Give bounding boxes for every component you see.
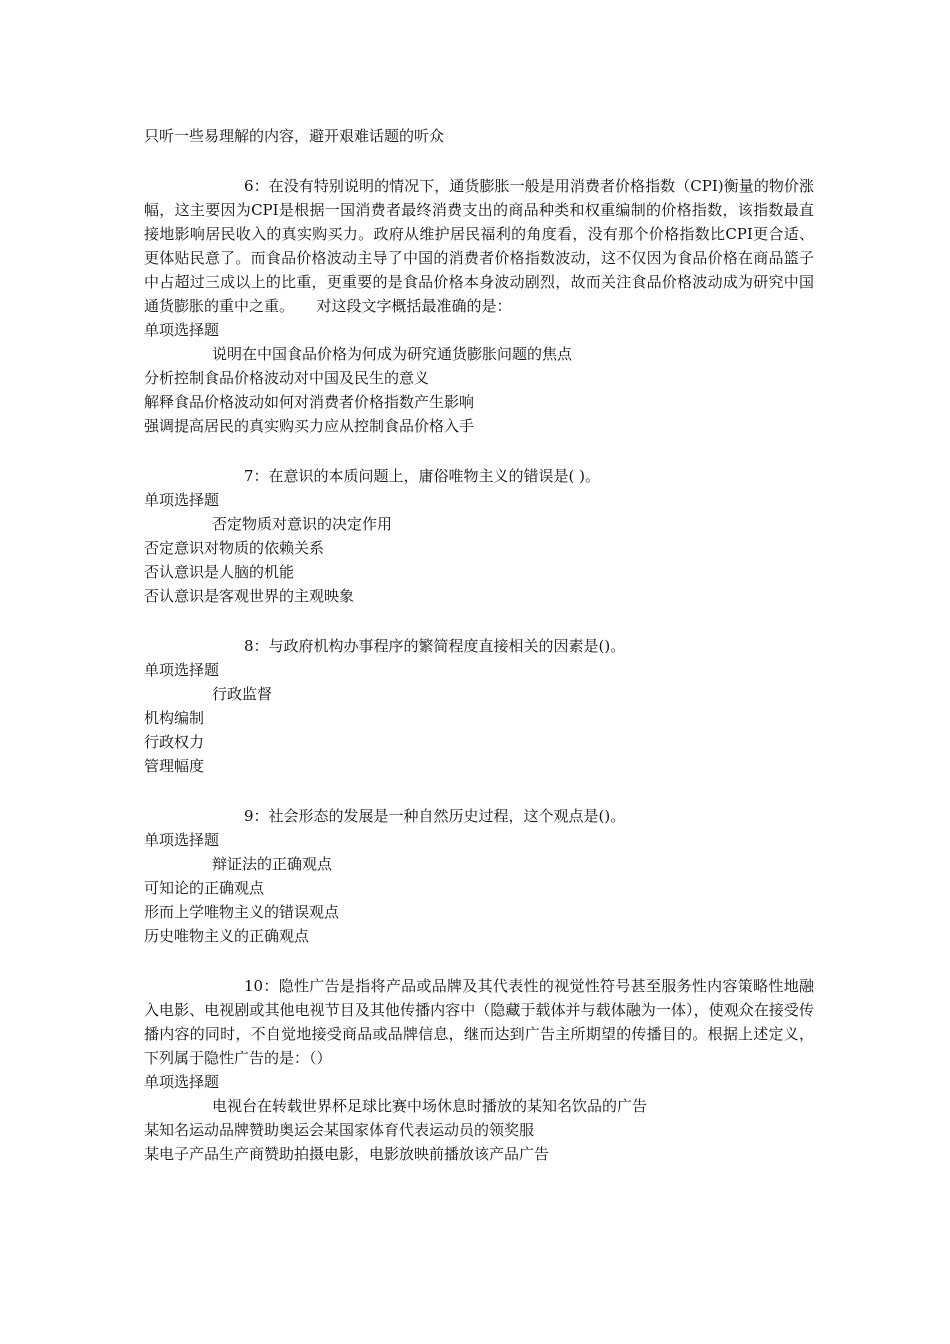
question-10 bbox=[144, 974, 814, 1166]
option: 否定意识对物质的依赖关系 bbox=[144, 539, 325, 557]
option: 机构编制 bbox=[144, 709, 205, 727]
carryover-text: 只听一些易理解的内容，避开艰难话题的听众 bbox=[144, 127, 445, 145]
question-6 bbox=[144, 174, 814, 438]
option: 强调提高居民的真实购买力应从控制食品价格入手 bbox=[144, 417, 475, 435]
question-9 bbox=[144, 804, 814, 948]
question-text: 8：与政府机构办事程序的繁简程度直接相关的因素是()。 bbox=[244, 637, 626, 655]
question-8 bbox=[144, 634, 814, 778]
option: 电视台在转载世界杯足球比赛中场休息时播放的某知名饮品的广告 bbox=[212, 1097, 648, 1115]
document-page bbox=[144, 124, 814, 1166]
option: 否认意识是人脑的机能 bbox=[144, 563, 295, 581]
option: 管理幅度 bbox=[144, 757, 205, 775]
option: 可知论的正确观点 bbox=[144, 879, 265, 897]
option: 否定物质对意识的决定作用 bbox=[212, 515, 393, 533]
question-text: 7：在意识的本质问题上，庸俗唯物主义的错误是( )。 bbox=[244, 467, 601, 485]
question-type: 单项选择题 bbox=[144, 831, 220, 849]
option: 否认意识是客观世界的主观映象 bbox=[144, 587, 355, 605]
option: 说明在中国食品价格为何成为研究通货膨胀问题的焦点 bbox=[212, 345, 573, 363]
question-7 bbox=[144, 464, 814, 608]
question-text: 6：在没有特别说明的情况下，通货膨胀一般是用消费者价格指数（CPI)衡量的物价涨幅，这主要因为CPI是根据一国消费者最终消费支出的商品种类和权重编制的价格指数，该指数最直接地影响居民收入的真实购买力。政府从维护居民福利的角度看，没有那个价格指数比CPI更合适、更体贴民意了。而食品价格波动主导了中国的消费者价格指数波动，这不仅因为食品价格在商品篮子中占超过三成以上的比重，更重要的是食品价格本身波动剧烈，故而关注食品价格波动成为研究中国通货膨胀的重中之重。 对这段文字概括最准确的是： bbox=[144, 177, 814, 315]
option: 某电子产品生产商赞助拍摄电影，电影放映前播放该产品广告 bbox=[144, 1145, 550, 1163]
question-type: 单项选择题 bbox=[144, 661, 220, 679]
option: 行政权力 bbox=[144, 733, 205, 751]
question-type: 单项选择题 bbox=[144, 1073, 220, 1091]
option: 解释食品价格波动如何对消费者价格指数产生影响 bbox=[144, 393, 475, 411]
option: 行政监督 bbox=[212, 685, 273, 703]
question-type: 单项选择题 bbox=[144, 321, 220, 339]
question-text: 9：社会形态的发展是一种自然历史过程，这个观点是()。 bbox=[244, 807, 626, 825]
option: 形而上学唯物主义的错误观点 bbox=[144, 903, 340, 921]
question-type: 单项选择题 bbox=[144, 491, 220, 509]
option: 历史唯物主义的正确观点 bbox=[144, 927, 310, 945]
option: 某知名运动品牌赞助奥运会某国家体育代表运动员的领奖服 bbox=[144, 1121, 535, 1139]
option: 分析控制食品价格波动对中国及民生的意义 bbox=[144, 369, 430, 387]
option: 辩证法的正确观点 bbox=[212, 855, 333, 873]
question-text: 10：隐性广告是指将产品或品牌及其代表性的视觉性符号甚至服务性内容策略性地融入电影、电视剧或其他电视节目及其他传播内容中（隐藏于载体并与载体融为一体），使观众在接受传播内容的同时，不自觉地接受商品或品牌信息，继而达到广告主所期望的传播目的。根据上述定义，下列属于隐性广告的是：（） bbox=[144, 977, 814, 1067]
